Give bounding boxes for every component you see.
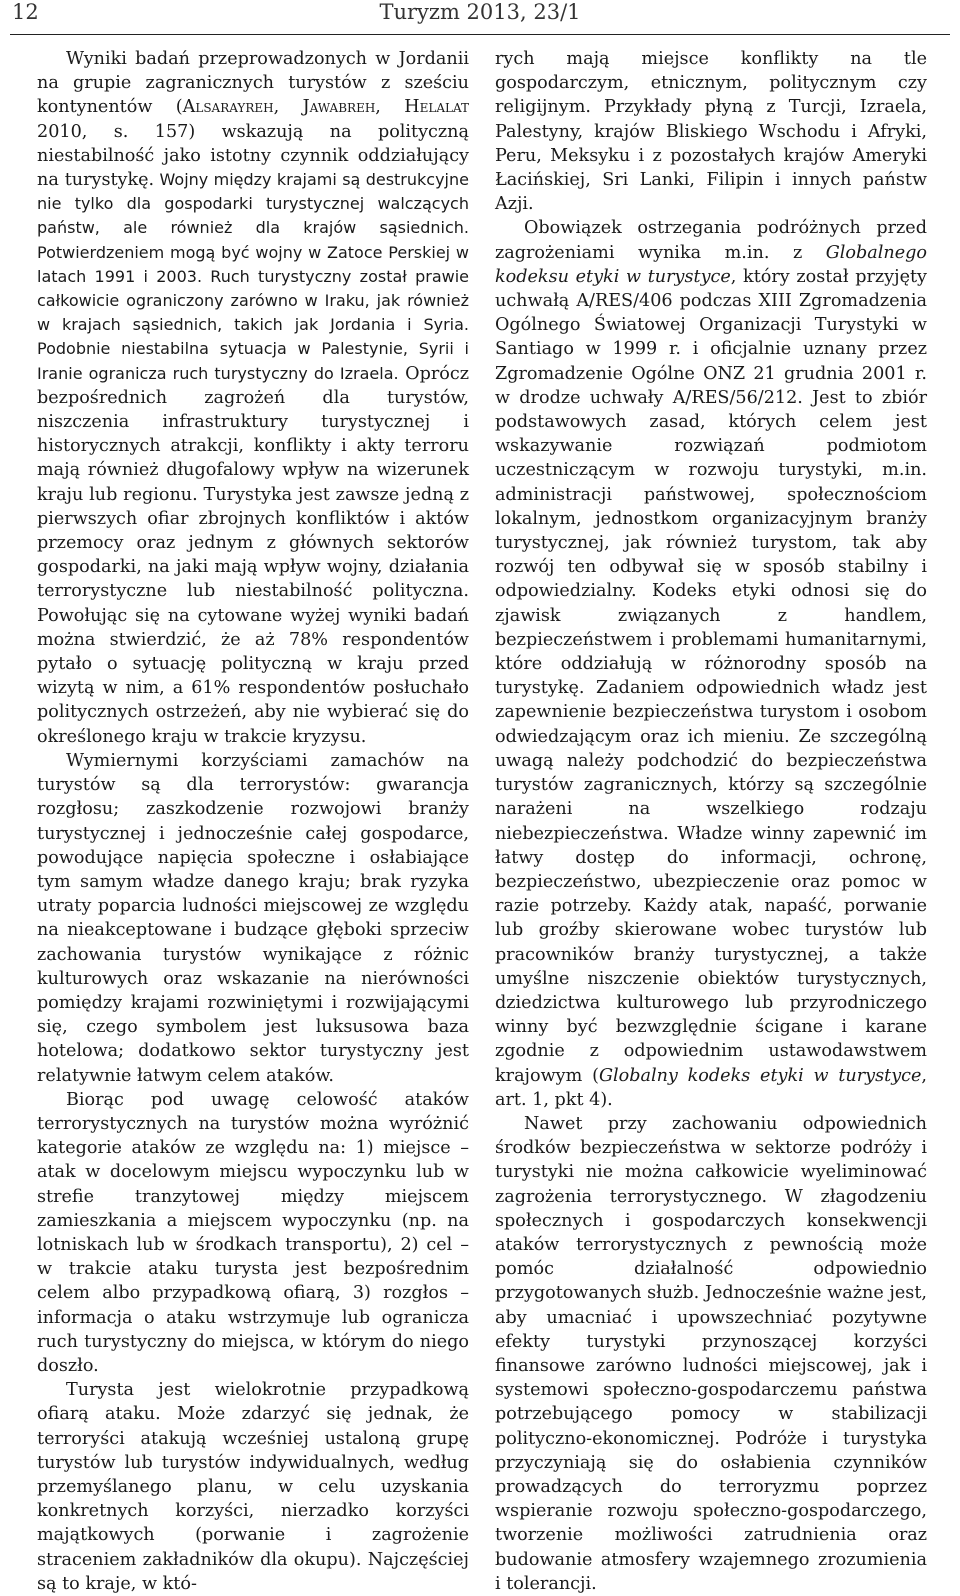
text-span: Wojny między krajami są destrukcyjne nie tylko dla gospodarki turystycznej walczących państw, ale również dla krajów sąsiednich. Potwierdzeniem mogą być wojny w Zatoce Perskiej w latach 1991 i 2003. Ruch turystyczny został prawie całkowicie ograniczony zarówno w Iraku, jak również w krajach sąsiednich, takich jak Jordania i Syria. Podobnie niestabilna sytuacja w Palestynie, Syrii i Iranie ogranicza ruch turystyczny do Izraela. xyxy=(37,170,469,383)
text-span: Turystyka jest zawsze jedną z pierwszych ofiar zbrojnych konfliktów i aktów przemocy oraz jednym z głównych sektorów gospodarki, na jaki mają wpływ wojny, działania terrorystyczne lub niestabilność polityczna. Powołując się na cytowane wyżej wyniki badań można stwierdzić, że aż 78% respondentów pytało o sytuację polityczną w kraju przed wizytą w nim, a 61% respondentów posłuchało politycznych ostrzeżeń, aby nie wybierać się do określonego kraju w trakcie kryzysu. xyxy=(37,484,470,747)
paragraph xyxy=(495,216,927,1112)
text-span: , który został przyjęty uchwałą A/RES/406 podczas XIII Zgromadzenia Ogólnego Światowej Organizacji Turystyki w Santiago w 1999 r. i oficjalnie uznany przez Zgromadzenie Ogólne ONZ 21 grudnia 2001 r. w drodze uchwały A/RES/56/212. Jest to zbiór podstawowych zasad, których celem jest wskazywanie rozwiązań podmiotom uczestniczącym w rozwoju turystyki, m.in. administracji państwowej, społecznościom lokalnym, jednostkom organizacyjnym branży turystycznej, jak również turystom, tak aby rozwój ten odbywał się w sposób stabilny i odpowiedzialny. Kodeks etyki odnosi się do zjawisk związanych z handlem, bezpieczeństwem i problemami humanitarnymi, które oddziałują w różnorodny sposób na turystykę. Zadaniem odpowiednich władz jest zapewnienie bezpieczeństwa turystom i osobom odwiedzającym oraz ich mieniu. Ze szczególną uwagą należy podchodzić do bezpieczeństwa turystów zagranicznych, którzy są szczególnie narażeni na wszelkiego rodzaju niebezpieczeństwa. Władze winny zapewnić im łatwy dostęp do informacji, ochronę, bezpieczeństwo, ubezpieczenie oraz pomoc w razie potrzeby. Każdy atak, napaść, porwanie lub groźby skierowane wobec turystów lub pracowników branży turystycznej, a także umyślne niszczenie obiektów turystycznych, dziedzictwa kulturowego lub przyrodniczego winny być bezwzględnie ścigane i karane zgodnie z odpowiednim ustawodawstwem krajowym ( xyxy=(495,266,927,1086)
paragraph: Nawet przy zachowaniu odpowiednich środków bezpieczeństwa w sektorze podróży i turystyki nie można całkowicie wyeliminować zagrożenia terrorystycznego. W złagodzeniu społecznych i gospodarczych konsekwencji ataków terrorystycznych z pewnością może pomóc działalność odpowiednio przygotowanych służb. Jednocześnie ważne jest, aby umacniać i upowszechniać pozytywne efekty turystyki przynoszącej korzyści finansowe zarówno ludności miejscowej, jak i systemowi społeczno-gospodarczemu państwa potrzebującego pomocy w stabilizacji polityczno-ekonomicznej. Podróże i turystyka przyczyniają się do osłabienia czynników prowadzących do terroryzmu poprzez wspieranie rozwoju społeczno-gospodarczego, tworzenie możliwości zatrudnienia oraz budowanie atmosfery wzajemnego zrozumienia i tolerancji. xyxy=(495,1113,927,1594)
text-span: , art. 1, pkt 4). xyxy=(495,1065,928,1110)
paragraph: rych mają miejsce konflikty na tle gospodarczym, etnicznym, politycznym czy religijnym. Przykłady płyną z Turcji, Izraela, Palestyny, krajów Bliskiego Wschodu i Afryki, Peru, Meksyku i z pozostałych krajów Ameryki Łacińskiej, Sri Lanki, Filipin i innych państw Azji. xyxy=(495,49,927,215)
text-span: 2010, s. 157) wskazują na polityczną niestabilność jako istotny czynnik oddziałujący na turystykę. xyxy=(37,121,469,191)
citation-authors: Alsarayreh, Jawabreh, Helalat xyxy=(182,97,469,118)
paragraph: Biorąc pod uwagę celowość ataków terrorystycznych na turystów można wyróżnić kategorie ataków ze względu na: 1) miejsce – atak w docelowym miejscu wypoczynku lub w strefie tranzytowej między miejscem zamieszkania a miejscem wypoczynku (np. na lotniskach lub w środkach transportu), 2) cel – w trakcie ataku turysta jest bezpośrednim celem albo przypadkową ofiarą, 3) rozgłos – informacja o ataku wstrzymuje lub ogranicza ruch turystyczny do miejsca, w którym do niego doszło. xyxy=(37,1089,469,1376)
code-citation: Globalny kodeks etyki w turystyce xyxy=(598,1065,922,1086)
page-number: 12 xyxy=(12,0,39,24)
paragraph: Turysta jest wielokrotnie przypadkową ofiarą ataku. Może zdarzyć się jednak, że terroryści atakują wcześniej ustaloną grupę turystów lub turystów indywidualnych, według przemyślanego planu, w celu uzyskania konkretnych korzyści, nierzadko korzyści majątkowych (porwanie i zagrożenie straceniem zakładników dla okupu). Najczęściej są to kraje, w któ- xyxy=(37,1380,469,1594)
paragraph: Wymiernymi korzyściami zamachów na turystów są dla terrorystów: gwarancja rozgłosu; zaszkodzenie rozwojowi branży turystycznej i jednocześnie całej gospodarce, powodujące napięcia społeczne i osłabiające tym samym władze danego kraju; brak ryzyka utraty poparcia ludności miejscowej ze względu na nieakceptowane i budzące głęboki sprzeciw zachowania turystów wynikające z różnic kulturowych oraz wskazanie na nierówności pomiędzy krajami rozwiniętymi i rozwijającymi się, czego symbolem jest luksusowa baza hotelowa; dodatkowo sektor turystyczny jest relatywnie łatwym celem ataków. xyxy=(37,750,469,1086)
paragraph xyxy=(37,47,469,749)
left-column xyxy=(37,47,469,1596)
page-header xyxy=(10,0,950,35)
right-column xyxy=(495,47,927,1596)
journal-title: Turyzm 2013, 23/1 xyxy=(379,0,581,24)
text-span: Wyniki badań przeprowadzonych w Jordanii na grupie zagranicznych turystów z sześciu kontynentów ( xyxy=(37,49,469,118)
text-span: Oprócz bezpośrednich zagrożeń dla turystów, niszczenia infrastruktury turystycznej i historycznych atrakcji, konflikty i akty terroru mają również długofalowy wpływ na wizerunek kraju lub regionu. xyxy=(37,363,469,505)
text-span: Obowiązek ostrzegania podróżnych przed zagrożeniami wynika m.in. z xyxy=(495,218,927,263)
code-title: Globalnego kodeksu etyki w turystyce xyxy=(495,242,927,287)
